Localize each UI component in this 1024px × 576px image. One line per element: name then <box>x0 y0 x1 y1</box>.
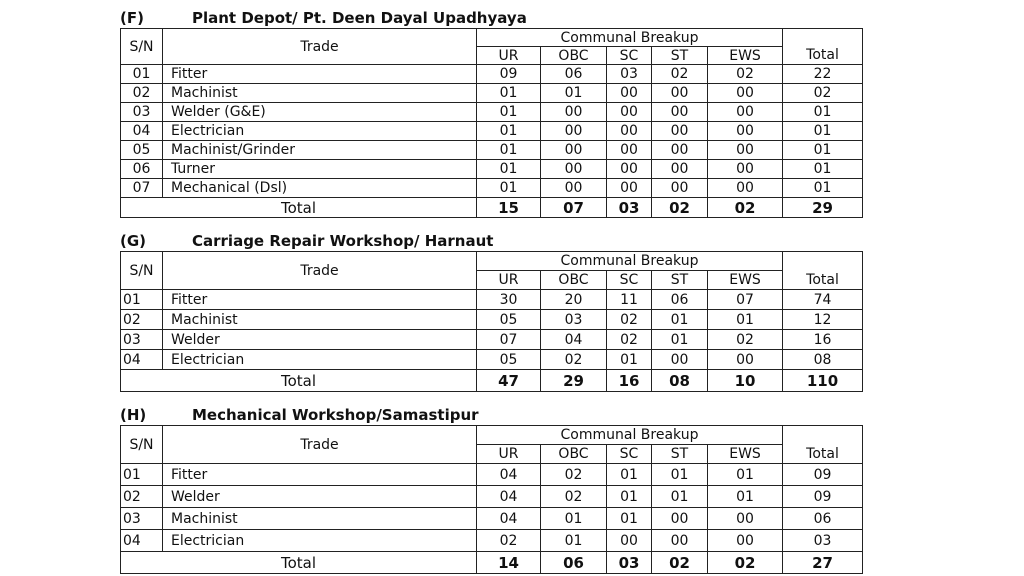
cell-st: 01 <box>652 464 708 486</box>
total-ews: 02 <box>708 198 783 218</box>
total-sc: 03 <box>607 552 652 574</box>
cell-trade: Welder <box>163 330 477 350</box>
section-name: Carriage Repair Workshop/ Harnaut <box>192 232 494 250</box>
cell-ews: 00 <box>708 179 783 198</box>
cell-ews: 00 <box>708 350 783 370</box>
cell-obc: 20 <box>541 290 607 310</box>
total-st: 02 <box>652 552 708 574</box>
cell-sc: 00 <box>607 84 652 103</box>
table-row <box>121 530 863 552</box>
total-row <box>121 552 863 574</box>
total-label: Total <box>121 370 477 392</box>
cell-sn: 04 <box>121 350 163 370</box>
total-obc: 06 <box>541 552 607 574</box>
cell-ews: 01 <box>708 464 783 486</box>
cell-trade: Machinist <box>163 84 477 103</box>
header-ews: EWS <box>708 47 783 65</box>
cell-sc: 00 <box>607 179 652 198</box>
table-row <box>121 65 863 84</box>
table-row <box>121 84 863 103</box>
cell-sn: 04 <box>121 530 163 552</box>
cell-ur: 05 <box>477 310 541 330</box>
cell-ews: 00 <box>708 141 783 160</box>
cell-sn: 02 <box>121 84 163 103</box>
cell-sc: 00 <box>607 141 652 160</box>
header-total-top <box>783 426 863 445</box>
header-communal-breakup: Communal Breakup <box>477 252 783 271</box>
cell-sn: 03 <box>121 508 163 530</box>
cell-trade: Electrician <box>163 350 477 370</box>
section-letter: (H) <box>120 406 147 424</box>
total-total: 29 <box>783 198 863 218</box>
cell-obc: 02 <box>541 464 607 486</box>
total-ews: 02 <box>708 552 783 574</box>
vacancy-table <box>120 251 863 392</box>
cell-ur: 01 <box>477 84 541 103</box>
cell-sc: 02 <box>607 310 652 330</box>
cell-total: 01 <box>783 141 863 160</box>
cell-obc: 00 <box>541 122 607 141</box>
table-row <box>121 179 863 198</box>
header-obc: OBC <box>541 445 607 464</box>
header-sn: S/N <box>121 29 163 65</box>
cell-obc: 00 <box>541 141 607 160</box>
cell-st: 02 <box>652 65 708 84</box>
cell-total: 01 <box>783 103 863 122</box>
header-ur: UR <box>477 47 541 65</box>
cell-sc: 00 <box>607 530 652 552</box>
section-title <box>120 8 527 28</box>
cell-sc: 11 <box>607 290 652 310</box>
cell-st: 00 <box>652 508 708 530</box>
header-total-top <box>783 252 863 271</box>
cell-trade: Mechanical (Dsl) <box>163 179 477 198</box>
cell-sn: 01 <box>121 464 163 486</box>
cell-trade: Electrician <box>163 122 477 141</box>
total-row <box>121 370 863 392</box>
header-sn: S/N <box>121 426 163 464</box>
cell-ews: 02 <box>708 65 783 84</box>
cell-total: 02 <box>783 84 863 103</box>
total-label: Total <box>121 198 477 218</box>
table-row <box>121 160 863 179</box>
table-row <box>121 122 863 141</box>
cell-st: 01 <box>652 310 708 330</box>
cell-sn: 05 <box>121 141 163 160</box>
cell-sn: 03 <box>121 103 163 122</box>
cell-ur: 01 <box>477 160 541 179</box>
cell-sn: 01 <box>121 65 163 84</box>
cell-ews: 00 <box>708 160 783 179</box>
header-st: ST <box>652 271 708 290</box>
cell-ews: 00 <box>708 530 783 552</box>
cell-sn: 01 <box>121 290 163 310</box>
cell-sc: 00 <box>607 103 652 122</box>
cell-trade: Machinist/Grinder <box>163 141 477 160</box>
cell-sc: 01 <box>607 464 652 486</box>
cell-st: 00 <box>652 122 708 141</box>
cell-sc: 02 <box>607 330 652 350</box>
cell-total: 22 <box>783 65 863 84</box>
cell-sc: 01 <box>607 350 652 370</box>
header-ur: UR <box>477 445 541 464</box>
cell-ur: 30 <box>477 290 541 310</box>
cell-ur: 07 <box>477 330 541 350</box>
cell-obc: 01 <box>541 84 607 103</box>
cell-trade: Fitter <box>163 65 477 84</box>
cell-total: 01 <box>783 179 863 198</box>
cell-ur: 04 <box>477 508 541 530</box>
header-communal-breakup: Communal Breakup <box>477 29 783 47</box>
cell-st: 06 <box>652 290 708 310</box>
cell-sc: 01 <box>607 508 652 530</box>
table-row <box>121 508 863 530</box>
cell-total: 01 <box>783 122 863 141</box>
cell-total: 01 <box>783 160 863 179</box>
total-st: 08 <box>652 370 708 392</box>
cell-obc: 00 <box>541 103 607 122</box>
table-row <box>121 486 863 508</box>
cell-obc: 04 <box>541 330 607 350</box>
total-total: 27 <box>783 552 863 574</box>
cell-st: 00 <box>652 103 708 122</box>
cell-trade: Turner <box>163 160 477 179</box>
cell-sc: 00 <box>607 160 652 179</box>
cell-obc: 02 <box>541 486 607 508</box>
total-ur: 15 <box>477 198 541 218</box>
table-row <box>121 141 863 160</box>
cell-obc: 00 <box>541 179 607 198</box>
section-title <box>120 405 479 425</box>
vacancy-table <box>120 28 863 218</box>
cell-ur: 05 <box>477 350 541 370</box>
cell-obc: 03 <box>541 310 607 330</box>
cell-sn: 02 <box>121 310 163 330</box>
header-sn: S/N <box>121 252 163 290</box>
cell-ur: 04 <box>477 464 541 486</box>
table-row <box>121 290 863 310</box>
cell-st: 00 <box>652 350 708 370</box>
cell-sn: 07 <box>121 179 163 198</box>
cell-total: 09 <box>783 464 863 486</box>
header-total: Total <box>783 445 863 464</box>
cell-st: 01 <box>652 330 708 350</box>
cell-ews: 01 <box>708 310 783 330</box>
header-ur: UR <box>477 271 541 290</box>
cell-ews: 00 <box>708 122 783 141</box>
header-obc: OBC <box>541 271 607 290</box>
header-sc: SC <box>607 47 652 65</box>
cell-total: 12 <box>783 310 863 330</box>
cell-trade: Machinist <box>163 310 477 330</box>
cell-trade: Welder (G&E) <box>163 103 477 122</box>
cell-total: 09 <box>783 486 863 508</box>
cell-obc: 01 <box>541 508 607 530</box>
cell-st: 00 <box>652 179 708 198</box>
cell-obc: 00 <box>541 160 607 179</box>
cell-total: 74 <box>783 290 863 310</box>
vacancy-table <box>120 425 863 574</box>
cell-ews: 07 <box>708 290 783 310</box>
cell-ews: 00 <box>708 103 783 122</box>
total-label: Total <box>121 552 477 574</box>
cell-sc: 00 <box>607 122 652 141</box>
cell-st: 00 <box>652 84 708 103</box>
total-st: 02 <box>652 198 708 218</box>
cell-sn: 04 <box>121 122 163 141</box>
header-trade: Trade <box>163 252 477 290</box>
cell-st: 00 <box>652 530 708 552</box>
section-name: Plant Depot/ Pt. Deen Dayal Upadhyaya <box>192 9 527 27</box>
cell-sn: 03 <box>121 330 163 350</box>
cell-st: 00 <box>652 141 708 160</box>
cell-ur: 01 <box>477 179 541 198</box>
total-obc: 29 <box>541 370 607 392</box>
cell-trade: Fitter <box>163 464 477 486</box>
total-ews: 10 <box>708 370 783 392</box>
cell-sc: 01 <box>607 486 652 508</box>
cell-st: 00 <box>652 160 708 179</box>
cell-sn: 06 <box>121 160 163 179</box>
section-title <box>120 231 493 251</box>
total-obc: 07 <box>541 198 607 218</box>
cell-trade: Electrician <box>163 530 477 552</box>
cell-ews: 00 <box>708 84 783 103</box>
total-row <box>121 198 863 218</box>
cell-total: 16 <box>783 330 863 350</box>
total-ur: 14 <box>477 552 541 574</box>
total-sc: 16 <box>607 370 652 392</box>
cell-obc: 01 <box>541 530 607 552</box>
cell-obc: 02 <box>541 350 607 370</box>
cell-total: 06 <box>783 508 863 530</box>
total-sc: 03 <box>607 198 652 218</box>
header-ews: EWS <box>708 445 783 464</box>
header-st: ST <box>652 445 708 464</box>
table-row <box>121 464 863 486</box>
total-total: 110 <box>783 370 863 392</box>
header-total: Total <box>783 271 863 290</box>
total-ur: 47 <box>477 370 541 392</box>
cell-ews: 01 <box>708 486 783 508</box>
cell-ews: 00 <box>708 508 783 530</box>
header-communal-breakup: Communal Breakup <box>477 426 783 445</box>
cell-ur: 09 <box>477 65 541 84</box>
cell-trade: Fitter <box>163 290 477 310</box>
cell-trade: Welder <box>163 486 477 508</box>
header-sc: SC <box>607 445 652 464</box>
header-st: ST <box>652 47 708 65</box>
header-total-top <box>783 29 863 47</box>
section-name: Mechanical Workshop/Samastipur <box>192 406 479 424</box>
header-ews: EWS <box>708 271 783 290</box>
header-total: Total <box>783 47 863 65</box>
cell-total: 08 <box>783 350 863 370</box>
cell-st: 01 <box>652 486 708 508</box>
table-row <box>121 330 863 350</box>
cell-ur: 01 <box>477 103 541 122</box>
header-obc: OBC <box>541 47 607 65</box>
table-row <box>121 103 863 122</box>
cell-total: 03 <box>783 530 863 552</box>
cell-ews: 02 <box>708 330 783 350</box>
cell-ur: 01 <box>477 141 541 160</box>
header-trade: Trade <box>163 29 477 65</box>
cell-ur: 04 <box>477 486 541 508</box>
section-letter: (G) <box>120 232 147 250</box>
cell-sc: 03 <box>607 65 652 84</box>
table-row <box>121 310 863 330</box>
cell-obc: 06 <box>541 65 607 84</box>
header-trade: Trade <box>163 426 477 464</box>
section-letter: (F) <box>120 9 144 27</box>
table-row <box>121 350 863 370</box>
cell-ur: 02 <box>477 530 541 552</box>
cell-trade: Machinist <box>163 508 477 530</box>
cell-ur: 01 <box>477 122 541 141</box>
header-sc: SC <box>607 271 652 290</box>
cell-sn: 02 <box>121 486 163 508</box>
